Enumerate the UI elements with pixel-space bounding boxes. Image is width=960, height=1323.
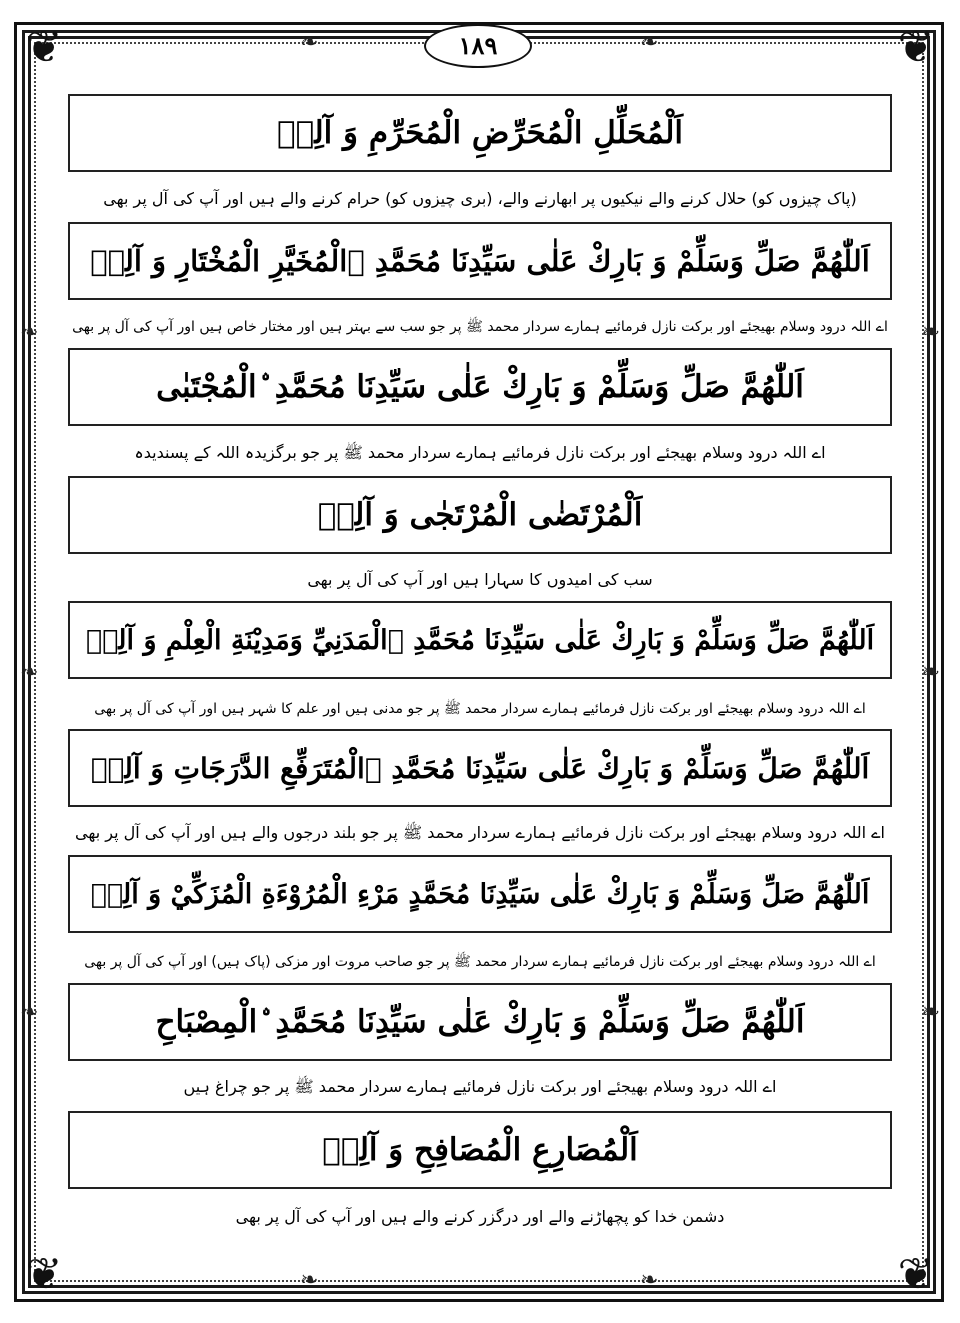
bottom-ornament: ❧ bbox=[640, 1268, 659, 1293]
arabic-verse-text: اَللّٰهُمَّ صَلِّ وَسَلِّمْ وَ بَارِكْ عَلٰى سَيِّدِنَا مُحَمَّدِ ۨالْمُتَرَفِّعِ الدَّرَجَاتِ وَ آلِهٖ bbox=[90, 751, 870, 785]
arabic-verse-text: اَلْمُصَارِعِ الْمُصَافِحِ وَ آلِهٖ bbox=[322, 1132, 638, 1168]
urdu-translation: اے اللہ درود وسلام بھیجئے اور برکت نازل فرمائیے ہمارے سردار محمد ﷺ پر جو برگزیدہ اللہ کے پسندیدہ bbox=[134, 443, 826, 462]
arabic-verse-box bbox=[68, 222, 892, 300]
arabic-verse-box bbox=[68, 855, 892, 933]
arabic-verse-text: اَللّٰهُمَّ صَلِّ وَسَلِّمْ وَ بَارِكْ عَلٰى سَيِّدِنَا مُحَمَّدٍ مَرْءِ الْمُرُوْءَةِ الْمُزَكِّيْ وَ آلِهٖ bbox=[90, 878, 870, 910]
side-ornament-right: ❧ bbox=[921, 1000, 940, 1025]
arabic-verse-text: اَللّٰهُمَّ صَلِّ وَسَلِّمْ وَ بَارِكْ عَلٰى سَيِّدِنَا مُحَمَّدِ ۨالْمُجْتَبٰى bbox=[156, 369, 804, 405]
top-ornament: ❧ bbox=[300, 30, 319, 55]
arabic-verse-text: اَلْمُحَلِّلِ الْمُحَرِّضِ الْمُحَرِّمِ وَ آلِهٖ bbox=[277, 115, 683, 151]
urdu-translation: اے اللہ درود وسلام بھیجئے اور برکت نازل فرمائیے ہمارے سردار محمد ﷺ پر جو چراغ ہیں bbox=[183, 1077, 777, 1096]
arabic-verse-box bbox=[68, 601, 892, 679]
side-ornament-left: ❧ bbox=[20, 1000, 39, 1025]
arabic-verse-box bbox=[68, 729, 892, 807]
urdu-translation: سب کی امیدوں کا سہارا ہیں اور آپ کی آل پر بھی bbox=[307, 570, 653, 589]
arabic-verse-box bbox=[68, 1111, 892, 1189]
urdu-translation: دشمن خدا کو پچھاڑنے والے اور درگزر کرنے والے ہیں اور آپ کی آل پر بھی bbox=[235, 1207, 725, 1226]
corner-ornament-bottom-left: ❦ bbox=[25, 1249, 63, 1300]
urdu-translation: اے اللہ درود وسلام بھیجئے اور برکت نازل فرمائیے ہمارے سردار محمد ﷺ پر جو سب سے بہتر ہیں اور مختار خاص ہیں اور آپ کی آل پر بھی bbox=[72, 319, 888, 335]
urdu-translation: اے اللہ درود وسلام بھیجئے اور برکت نازل فرمائیے ہمارے سردار محمد ﷺ پر جو مدنی ہیں اور علم کا شہر ہیں اور آپ کی آل پر بھی bbox=[94, 701, 866, 717]
arabic-verse-box bbox=[68, 983, 892, 1061]
side-ornament-left: ❧ bbox=[20, 320, 39, 345]
corner-ornament-bottom-right: ❦ bbox=[897, 1249, 935, 1300]
arabic-verse-text: اَللّٰهُمَّ صَلِّ وَسَلِّمْ وَ بَارِكْ عَلٰى سَيِّدِنَا مُحَمَّدِ ۨالْمَدَنِيِّ وَمَدِيْنَةِ الْعِلْمِ وَ آلِهٖ bbox=[85, 624, 875, 656]
urdu-translation: اے اللہ درود وسلام بھیجئے اور برکت نازل فرمائیے ہمارے سردار محمد ﷺ پر جو صاحب مروت اور مزکی (پاک ہیں) اور آپ کی آل پر بھی bbox=[84, 954, 876, 970]
page-number: ۱۸۹ bbox=[424, 24, 532, 68]
side-ornament-right: ❧ bbox=[921, 320, 940, 345]
arabic-verse-text: اَلْمُرْتَضٰى الْمُرْتَجٰى وَ آلِهٖ bbox=[317, 497, 643, 533]
arabic-verse-box bbox=[68, 348, 892, 426]
arabic-verse-text: اَللّٰهُمَّ صَلِّ وَسَلِّمْ وَ بَارِكْ عَلٰى سَيِّدِنَا مُحَمَّدِ ۨالْمِصْبَاحِ bbox=[155, 1004, 805, 1040]
urdu-translation: اے اللہ درود وسلام بھیجئے اور برکت نازل فرمائیے ہمارے سردار محمد ﷺ پر جو بلند درجوں والے ہیں اور آپ کی آل پر بھی bbox=[75, 823, 885, 842]
side-ornament-right: ❧ bbox=[921, 660, 940, 685]
urdu-translation: (پاک چیزوں کو) حلال کرنے والے نیکیوں پر ابھارنے والے، (بری چیزوں کو) حرام کرنے والے ہیں اور آپ کی آل پر بھی bbox=[103, 189, 857, 208]
top-ornament: ❧ bbox=[640, 30, 659, 55]
corner-ornament-top-left: ❦ bbox=[25, 22, 63, 73]
corner-ornament-top-right: ❦ bbox=[897, 22, 935, 73]
arabic-verse-box bbox=[68, 94, 892, 172]
bottom-ornament: ❧ bbox=[300, 1268, 319, 1293]
side-ornament-left: ❧ bbox=[20, 660, 39, 685]
arabic-verse-text: اَللّٰهُمَّ صَلِّ وَسَلِّمْ وَ بَارِكْ عَلٰى سَيِّدِنَا مُحَمَّدِ ۨالْمُخَيَّرِ الْمُخْتَارِ وَ آلِهٖ bbox=[90, 244, 870, 278]
arabic-verse-box bbox=[68, 476, 892, 554]
